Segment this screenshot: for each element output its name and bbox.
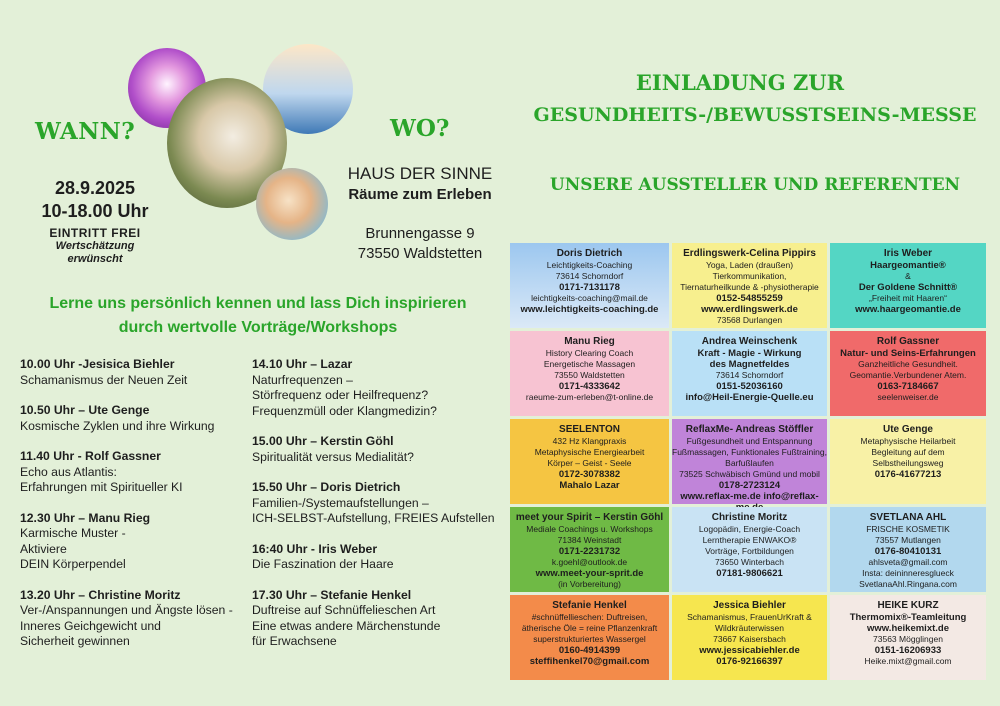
exhibitor-detail: Kraft - Magie - Wirkung — [697, 348, 802, 359]
program-item-time-speaker: 10.50 Uhr – Ute Genge — [20, 403, 150, 417]
program-item-topic: Kosmische Zyklen und ihre Wirkung — [20, 418, 215, 433]
exhibitor-detail: www.erdlingswerk.de — [701, 304, 798, 315]
exhibitor-name: Andrea Weinschenk — [701, 336, 798, 347]
program-item — [20, 449, 250, 496]
exhibitor-card — [830, 243, 986, 328]
program-column-2 — [252, 357, 502, 665]
exhibitor-detail: 73650 Winterbach — [715, 557, 784, 567]
exhibitor-detail: Tierkommunikation, — [712, 271, 787, 281]
exhibitor-detail: #schnüffellieschen: Duftreisen, — [531, 612, 648, 622]
program-item-time-speaker: 17.30 Uhr – Stefanie Henkel — [252, 587, 412, 602]
exhibitor-name: HEIKE KURZ — [877, 600, 939, 611]
exhibitor-detail: seelenweiser.de — [877, 392, 939, 402]
program-item-topic: Spiritualität versus Medialität? — [252, 449, 414, 464]
exhibitor-detail: Thermomix®-Teamleitung — [849, 612, 967, 623]
program-item-time-speaker: 14.10 Uhr – Lazar — [252, 357, 353, 371]
exhibitor-name: Stefanie Henkel — [552, 600, 627, 611]
exhibitor-detail: 0176-92166397 — [716, 656, 783, 667]
exhibitor-name: Iris Weber — [883, 248, 933, 259]
exhibitor-detail: Lerntherapie ENWAKO® — [702, 535, 797, 545]
program-item-topic: Inneres Geichgewicht und — [20, 618, 161, 633]
exhibitor-card — [672, 595, 827, 680]
program-item — [252, 588, 502, 650]
exhibitor-detail: 0176-41677213 — [874, 469, 942, 480]
exhibitor-detail: Heike.mixt@gmail.com — [864, 656, 952, 666]
exhibitor-detail: Logopädin, Energie-Coach — [698, 524, 801, 534]
exhibitor-card — [510, 419, 669, 504]
exhibitor-detail: www.haargeomantie.de — [855, 304, 961, 315]
exhibitor-detail: 73614 Schorndorf — [715, 370, 784, 380]
venue-street: Brunnengasse 9 — [365, 225, 475, 242]
program-item-topic: Sicherheit gewinnen — [20, 634, 130, 648]
title-line-1: EINLADUNG ZUR — [635, 70, 845, 95]
program-item — [252, 357, 502, 419]
wann-heading: WANN? — [35, 118, 136, 145]
exhibitor-detail: 0171-2231732 — [558, 546, 621, 557]
exhibitor-name: meet your Spirit – Kerstin Göhl — [515, 512, 664, 523]
exhibitor-detail: des Magnetfeldes — [709, 359, 790, 370]
exhibitor-name: Manu Rieg — [564, 336, 615, 347]
exhibitor-detail: Leichtigkeits-Coaching — [546, 260, 633, 270]
exhibitor-card — [510, 331, 669, 416]
exhibitor-name: SVETLANA AHL — [869, 512, 947, 523]
exhibitor-detail: Tiernaturheilkunde & -physiotherapie — [680, 282, 819, 292]
exhibitor-detail: FRISCHE KOSMETIK — [866, 524, 950, 534]
exhibitor-detail: steffihenkel70@gmail.com — [529, 656, 650, 667]
exhibitor-detail: www.leichtigkeits-coaching.de — [520, 304, 659, 315]
exhibitor-detail: 73667 Kaisersbach — [713, 634, 786, 644]
program-item-topic: Naturfrequenzen – — [252, 372, 353, 387]
intro-line-2: durch wertvolle Vorträge/Workshops — [118, 319, 398, 336]
exhibitor-detail: Barfußlaufen — [725, 458, 774, 468]
venue-name: HAUS DER SINNE — [347, 164, 493, 183]
program-item-topic: Schamanismus der Neuen Zeit — [20, 372, 188, 387]
program-item-topic: Echo aus Atlantis: — [20, 464, 117, 479]
event-date: 28.9.2025 — [54, 178, 136, 198]
exhibitor-name: Erdlingswerk-Celina Pippirs — [683, 248, 816, 259]
program-item-topic: Ver-/Anspannungen und Ängste lösen - — [20, 603, 233, 617]
exhibitor-card — [672, 331, 827, 416]
exhibitor-name: Rolf Gassner — [876, 336, 940, 347]
exhibitor-detail: Geomantie.Verbundener Atem. — [849, 370, 967, 380]
exhibitor-detail: k.goehl@outlook.de — [551, 557, 628, 567]
entry-free: EINTRITT FREI — [49, 226, 141, 240]
exhibitor-detail: www.reflax-me.de info@reflax- — [680, 491, 819, 502]
program-item-time-speaker: 10.00 Uhr -Jesisica Biehler — [20, 357, 175, 371]
exhibitor-detail: „Freiheit mit Haaren“ — [869, 293, 947, 303]
program-item-topic: Duftreise auf Schnüffelieschen Art — [252, 603, 436, 617]
exhibitor-detail: Wildkräuterwissen — [715, 623, 784, 633]
exhibitor-detail: www.meet-your-sprit.de — [535, 568, 644, 579]
appreciation-note-2: erwünscht — [67, 253, 123, 265]
exhibitor-detail: 0176-80410131 — [874, 546, 942, 557]
title-line-2: GESUNDHEITS-/BEWUSSTSEINS-MESSE — [533, 104, 977, 126]
program-item-time-speaker: 11.40 Uhr - Rolf Gassner — [20, 449, 161, 463]
program-item-topic: Die Faszination der Haare — [252, 557, 394, 571]
exhibitor-name: SEELENTON — [559, 424, 620, 435]
exhibitor-detail: superstrukturiertes Wassergel — [533, 634, 646, 644]
exhibitor-detail: Schamanismus, FrauenUrKraft & — [687, 612, 812, 622]
exhibitors-heading: UNSERE AUSSTELLER UND REFERENTEN — [549, 175, 961, 195]
program-item-time-speaker: 15.50 Uhr – Doris Dietrich — [252, 480, 401, 494]
exhibitor-name: Jessica Biehler — [713, 600, 786, 611]
program-item — [252, 542, 502, 573]
wo-heading: WO? — [390, 115, 450, 142]
exhibitor-detail: Selbstheilungsweg — [872, 458, 944, 468]
exhibitor-detail: 0178-2723124 — [718, 480, 781, 491]
exhibitor-card — [510, 595, 669, 680]
exhibitor-detail: 73563 Mögglingen — [873, 634, 943, 644]
program-item-topic: Familien-/Systemaufstellungen – — [252, 495, 429, 510]
exhibitor-detail: Haargeomantie® — [870, 260, 946, 271]
program-item-time-speaker: 13.20 Uhr – Christine Moritz — [20, 587, 181, 602]
program-item-topic: für Erwachsene — [252, 634, 337, 648]
exhibitor-detail: 432 Hz Klangpraxis — [552, 436, 627, 446]
exhibitor-detail: History Clearing Coach — [545, 348, 634, 358]
exhibitor-detail: Begleitung auf dem — [871, 447, 945, 457]
exhibitor-detail: Mahalo Lazar — [559, 480, 620, 491]
exhibitor-detail: 0160-4914399 — [558, 645, 621, 656]
exhibitor-name: Ute Genge — [882, 424, 933, 435]
event-time: 10-18.00 Uhr — [41, 201, 149, 221]
exhibitor-card — [510, 507, 669, 592]
exhibitor-detail: 0163-7184667 — [877, 381, 939, 392]
exhibitor-detail: 0171-4333642 — [558, 381, 621, 392]
exhibitor-detail: Mediale Coachings u. Workshops — [526, 524, 653, 534]
exhibitor-detail: & — [905, 271, 911, 281]
exhibitor-detail: 0171-7131178 — [559, 282, 620, 293]
program-item-time-speaker: 15.00 Uhr – Kerstin Göhl — [252, 434, 394, 448]
venue-subtitle: Räume zum Erleben — [348, 186, 492, 203]
program-item-time-speaker: 16:40 Uhr - Iris Weber — [252, 541, 378, 556]
program-item-topic: Frequenzmüll oder Klangmedizin? — [252, 403, 437, 418]
exhibitor-name: Christine Moritz — [711, 512, 788, 523]
exhibitor-detail: Fußmassagen, Funktionales Fußtraining, — [672, 447, 827, 457]
exhibitor-detail: Körper – Geist - Seele — [547, 458, 632, 468]
program-item — [252, 480, 502, 527]
exhibitor-detail: 73550 Waldstetten — [554, 370, 625, 380]
program-item-topic: Aktiviere — [20, 541, 67, 556]
exhibitor-detail: 73557 Mutlangen — [875, 535, 941, 545]
exhibitor-name: Doris Dietrich — [556, 248, 623, 259]
exhibitor-detail: 07181-9806621 — [716, 568, 783, 579]
exhibitor-detail: (in Vorbereitung) — [558, 579, 621, 589]
exhibitor-detail: www.heikemixt.de — [866, 623, 949, 634]
intro-text — [18, 292, 498, 340]
program-item — [20, 588, 250, 650]
exhibitor-card — [672, 507, 827, 592]
program-item-topic: ICH-SELBST-Aufstellung, FREIES Aufstellen — [252, 511, 495, 525]
exhibitor-card — [510, 243, 669, 328]
program-item — [252, 434, 502, 465]
exhibitor-detail: 0152-54855259 — [716, 293, 783, 304]
exhibitor-detail: SvetlanaAhl.Ringana.com — [859, 579, 957, 589]
exhibitor-detail: Energetische Massagen — [543, 359, 636, 369]
appreciation-note: Wertschätzung — [55, 240, 135, 252]
exhibitor-card — [672, 419, 827, 504]
exhibitor-detail: info@Heil-Energie-Quelle.eu — [685, 392, 814, 403]
exhibitor-detail: Natur- und Seins-Erfahrungen — [840, 348, 976, 359]
exhibitor-detail: ahlsveta@gmail.com — [868, 557, 948, 567]
profile-heart-image — [256, 168, 328, 240]
exhibitor-card — [830, 595, 986, 680]
program-item — [20, 357, 250, 388]
exhibitor-detail: 73614 Schorndorf — [555, 271, 624, 281]
venue-info — [330, 164, 510, 262]
exhibitor-detail: leichtigkeits-coaching@mail.de — [531, 293, 648, 303]
exhibitor-detail: raeume-zum-erleben@t-online.de — [525, 392, 654, 402]
program-item — [20, 403, 250, 434]
intro-line-1: Lerne uns persönlich kennen und lass Dich inspirieren — [49, 295, 467, 312]
exhibitor-detail: 0151-52036160 — [716, 381, 783, 392]
exhibitor-card — [830, 331, 986, 416]
exhibitor-detail: Vorträge, Fortbildungen — [705, 546, 794, 556]
program-item-topic: Eine etwas andere Märchenstunde — [252, 618, 441, 633]
date-info — [20, 178, 170, 266]
exhibitor-detail: Ganzheitliche Gesundheit. — [858, 359, 958, 369]
program-item-topic: DEIN Körperpendel — [20, 557, 126, 571]
exhibitor-detail: Metaphysische Heilarbeit — [860, 436, 956, 446]
program-item — [20, 511, 250, 573]
exhibitor-detail: Der Goldene Schnitt® — [858, 282, 958, 293]
exhibitor-detail: 71384 Weinstadt — [557, 535, 622, 545]
exhibitor-detail: Insta: deininneresglueck — [862, 568, 954, 578]
exhibitor-name: ReflaxMe- Andreas Stöffler — [685, 424, 814, 435]
venue-city: 73550 Waldstetten — [357, 245, 483, 262]
program-item-topic: Störfrequenz oder Heilfrequenz? — [252, 388, 429, 402]
exhibitor-card — [830, 507, 986, 592]
exhibitor-detail: Yoga, Laden (draußen) — [705, 260, 794, 270]
exhibitor-detail: www.jessicabiehler.de — [699, 645, 800, 656]
program-item-topic: Karmische Muster - — [20, 526, 126, 540]
exhibitor-detail: ätherische Öle = reine Pflanzenkraft — [521, 623, 658, 633]
exhibitor-detail: 0151-16206933 — [874, 645, 942, 656]
program-item-topic: Erfahrungen mit Spiritueller KI — [20, 480, 183, 494]
exhibitor-detail: Fußgesundheit und Entspannung — [686, 436, 813, 446]
exhibitor-detail: 0172-3078382 — [558, 469, 621, 480]
exhibitor-detail: 73568 Durlangen — [716, 315, 783, 325]
exhibitor-card — [830, 419, 986, 504]
exhibitor-detail: 73525 Schwäbisch Gmünd und mobil — [679, 469, 820, 479]
program-column-1 — [20, 357, 250, 665]
exhibitor-card — [672, 243, 827, 328]
exhibitor-detail: Metaphysische Energiearbeit — [534, 447, 645, 457]
program-item-time-speaker: 12.30 Uhr – Manu Rieg — [20, 510, 151, 525]
